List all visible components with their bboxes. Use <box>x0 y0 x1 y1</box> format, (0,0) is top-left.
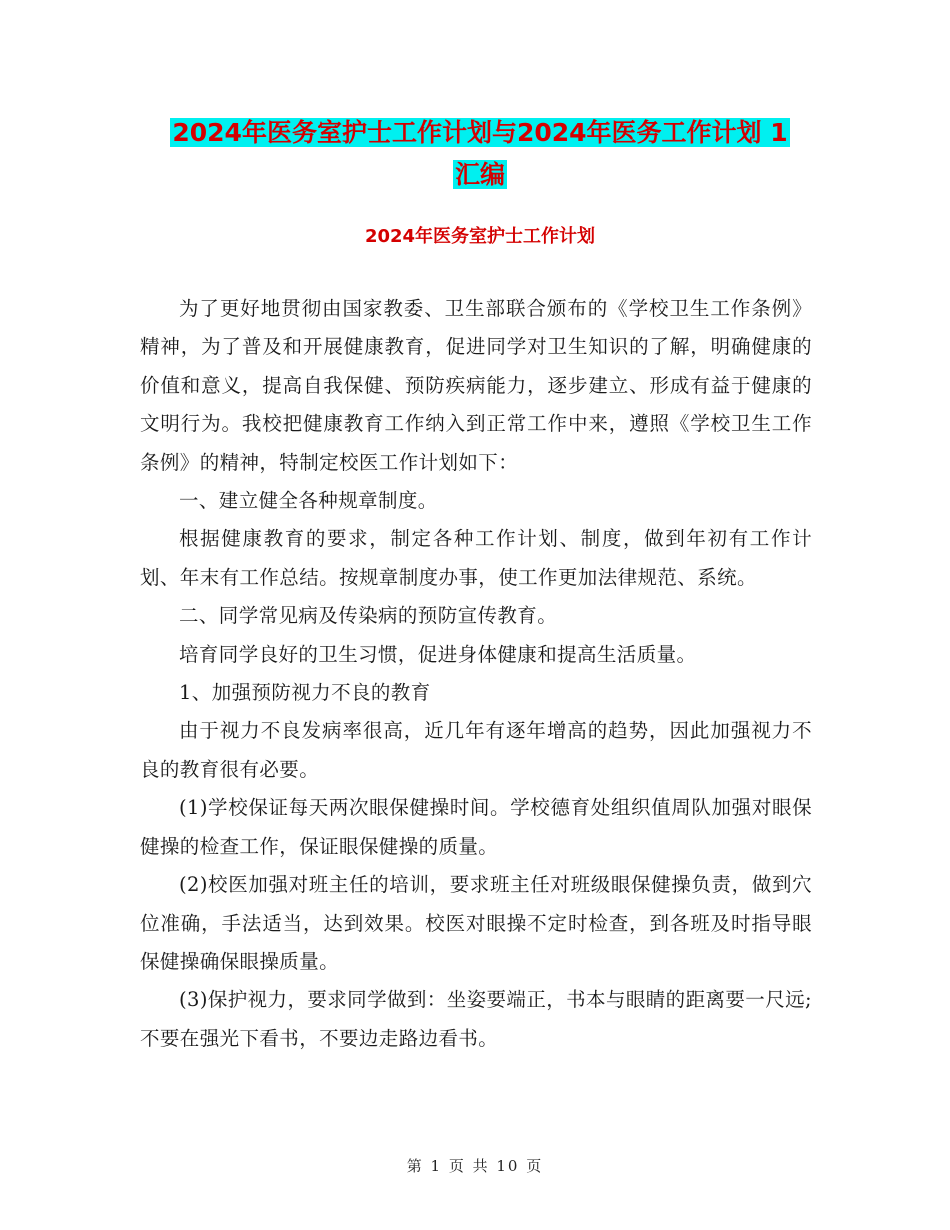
page-footer: 第 1 页 共 10 页 <box>406 1157 544 1175</box>
paragraph: 1、加强预防视力不良的教育 <box>179 681 431 705</box>
paragraph: (1)学校保证每天两次眼保健操时间。学校德育处组织值周队加强对眼保健操的检查工作，保证眼保健操的质量。 <box>140 796 812 858</box>
paragraph: (3)保护视力，要求同学做到：坐姿要端正，书本与眼睛的距离要一尺远;不要在强光下看书，不要边走路边看书。 <box>140 988 812 1050</box>
paragraph: 为了更好地贯彻由国家教委、卫生部联合颁布的《学校卫生工作条例》精神，为了普及和开展健康教育，促进同学对卫生知识的了解，明确健康的价值和意义，提高自我保健、预防疾病能力，逐步建立、形成有益于健康的文明行为。我校把健康教育工作纳入到正常工作中来，遵照《学校卫生工作条例》的精神，特制定校医工作计划如下： <box>140 297 812 474</box>
document-title-line1: 2024年医务室护士工作计划与2024年医务工作计划 1 <box>172 118 788 147</box>
document-title <box>140 112 820 196</box>
document-body <box>140 290 812 1058</box>
paragraph: 由于视力不良发病率很高，近几年有逐年增高的趋势，因此加强视力不良的教育很有必要。 <box>140 719 812 781</box>
document-title-line2: 汇编 <box>454 160 505 189</box>
paragraph: 二、同学常见病及传染病的预防宣传教育。 <box>179 604 558 628</box>
paragraph: 一、建立健全各种规章制度。 <box>179 489 438 513</box>
paragraph: 培育同学良好的卫生习惯，促进身体健康和提高生活质量。 <box>179 642 697 666</box>
paragraph: 根据健康教育的要求，制定各种工作计划、制度，做到年初有工作计划、年末有工作总结。按规章制度办事，使工作更加法律规范、系统。 <box>140 527 812 589</box>
paragraph: (2)校医加强对班主任的培训，要求班主任对班级眼保健操负责，做到穴位准确，手法适当，达到效果。校医对眼操不定时检查，到各班及时指导眼保健操确保眼操质量。 <box>140 873 812 973</box>
section-title: 2024年医务室护士工作计划 <box>364 226 596 247</box>
